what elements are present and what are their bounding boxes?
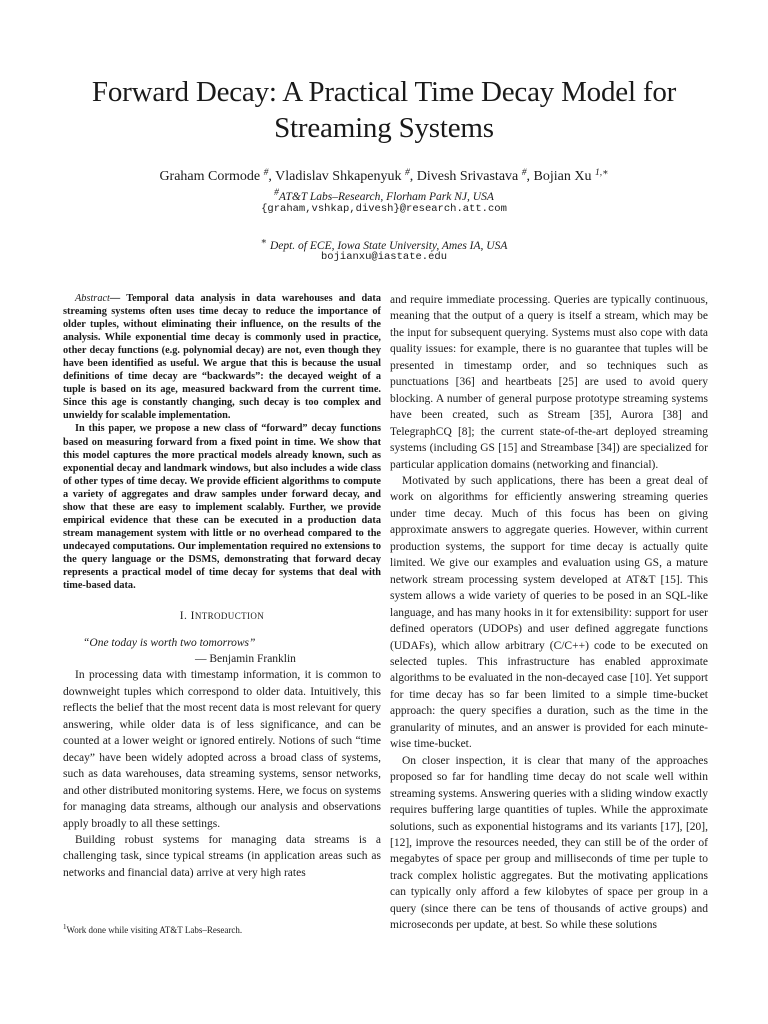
abstract-dash: — [109, 293, 121, 304]
author-name: Bojian Xu [533, 169, 592, 184]
section-title-rest: NTRODUCTION [194, 611, 265, 622]
author-name: Vladislav Shkapenyuk [275, 169, 402, 184]
affiliation-2-email: bojianxu@iastate.edu [320, 251, 448, 263]
affiliation-mark: # [521, 168, 527, 178]
affiliation-1 [0, 186, 768, 204]
paper-title [0, 74, 768, 146]
body-paragraph: On closer inspection, it is clear that many of the approaches proposed so far for handling time decay do not scale well within streaming systems. Answering queries with a sliding window exactly requires buffering large quantities of tuples. While the approximate solutions, such as exponential histograms and its variants [17], [20], [12], improve the resources needed, they can still be of the order of megabytes of space per group and milliseconds of time per tuple to track complex holistic aggregates. But the motivating applications can typically only afford a few kilobytes of space per group in a query (since there can be tens of thousands of active groups) and microseconds per update, at best. So while these solutions [390, 754, 708, 932]
footnote-text: Work done while visiting AT&T Labs–Research. [66, 925, 243, 935]
affiliation-mark: 1,∗ [594, 168, 609, 178]
section-title-initial: I [190, 610, 195, 623]
footnote-mark: 1 [63, 923, 67, 931]
abstract-paragraph-1 [63, 292, 381, 422]
left-column [63, 292, 381, 881]
abstract-text: Temporal data analysis in data warehouses and data streaming systems often uses time decay to reduce the importance of older tuples, without eliminating their influence, on the results of the analysis. While exponential time decay is commonly used in practice, other decay functions (e.g. polynomial decay) are not, even though they have been identified as useful. We argue that this is because the usual definitions of time decay are “backwards”: the decayed weight of a tuple is based on its age, measured backward from the current time. Since this age is constantly changing, such decay is too complex and unwieldy for scalable implementation. [63, 293, 381, 422]
title-line-2: Streaming Systems [274, 112, 494, 144]
section-number: I. [179, 610, 188, 623]
footnote [63, 922, 381, 936]
epigraph-quote: “One today is worth two tomorrows” [83, 636, 256, 649]
author-list: Graham Cormode #, Vladislav Shkapenyuk #, Divesh Srivastava #, Bojian Xu $^{1,∗}$ [159, 168, 609, 184]
body-paragraph: Motivated by such applications, there has been a great deal of work on algorithms for efficiently answering streaming queries under time decay. Much of this focus has been on giving approximate answers to aggregate queries. However, within current production systems, the support for time decay is actually quite limited. We give our examples and evaluation using GS, a mature network stream processing system developed at AT&T [15]. This system allows a wide variety of queries to be posed in an SQL-like language, and has many hooks in it for extensibility: support for user defined operators (UDOPs) and user defined aggregate functions (UDAFs), which allow arbitrary (C/C++) code to be executed on selected tuples. This infrastructure has enabled approximate algorithms to be evaluated in the non-decayed case [10]. Yet support for time decay has so far been limited to a simple time-bucket approach: the query specifies a duration, such as the time in the granularity of minutes, and an answer is provided for each minute-wise time-bucket. [390, 474, 708, 751]
abstract-paragraph-2: In this paper, we propose a new class of “forward” decay functions based on measuring forward from a fixed point in time. We show that this model captures the more practical models already known, such as exponential decay and landmark windows, but also includes a wide class of other types of time decay. We provide efficient algorithms to compute a variety of aggregates and draw samples under forward decay, and show that these are easy to implement scalably. Further, we provide empirical evidence that these can be executed in a production data stream management system with little or no overhead compared to the undecayed computations. Our implementation required no extensions to the query language or the DSMS, demonstrating that forward decay represents a practical model of time decay for systems that deal with time-based data. [63, 423, 381, 592]
body-paragraph: In processing data with timestamp information, it is common to downweight tuples which correspond to older data. Intuitively, this reflects the belief that the most recent data is most relevant for query answering, while older data is of less significance, and can be counted at a lower weight or ignored entirely. Notions of such “time decay” have been widely adopted across a broad class of systems, such as data warehouses, data streaming systems, sensor networks, and other distributed monitoring systems. Here, we focus on systems for managing data streams, although our analysis and observations apply broadly to all these settings. [63, 669, 381, 830]
title-line-1: Forward Decay: A Practical Time Decay Model for [91, 76, 677, 108]
affiliation-text: Dept. of ECE, Iowa State University, Ames IA, USA [269, 240, 508, 252]
body-paragraph: and require immediate processing. Queries are typically continuous, meaning that the output of a query is itself a stream, which may be the input for subsequent querying. Systems must also cope with data quality issues: for example, there is no guarantee that tuples will be presented in timestamp order, and so techniques such as punctuations [36] and heartbeats [25] are used to avoid query blocking. A number of general purpose prototype streaming systems have been created, such as Stream [35], Aurora [38] and TelegraphCQ [8]; the current state-of-the-art deployed streaming systems (including GS [15] and Streambase [34]) are specialized for particular application domains (networking and financial). [390, 294, 708, 471]
author-name: Divesh Srivastava [416, 169, 519, 184]
section-heading [63, 608, 381, 624]
affiliation-mark: # [263, 168, 269, 178]
author-name: Graham Cormode [159, 169, 261, 184]
abstract-label: Abstract [75, 293, 110, 304]
affiliation-mark: # [274, 188, 279, 198]
epigraph-author: — Benjamin Franklin [195, 652, 296, 665]
abstract [63, 292, 381, 592]
affiliation-text: AT&T Labs–Research, Florham Park NJ, USA [278, 191, 494, 203]
affiliation-mark: # [405, 168, 410, 178]
affiliation-mark: ∗ [260, 237, 268, 247]
affiliation-1-email: {graham,vshkap,divesh}@research.att.com [261, 203, 507, 215]
body-paragraph: Building robust systems for managing data streams is a challenging task, since typical streams (in application areas such as networks and financial data) arrive at very high rates [63, 833, 381, 879]
right-column [390, 292, 708, 934]
